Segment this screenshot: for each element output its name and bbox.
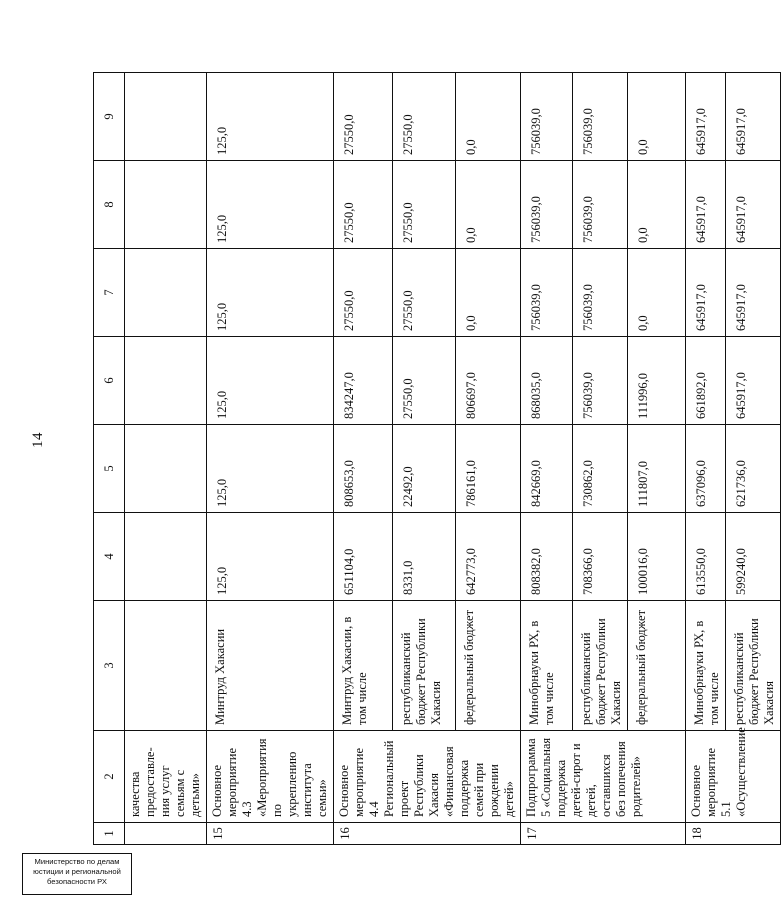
column-header: 7 [94, 249, 125, 337]
table-row [334, 73, 393, 845]
amount-cell: 621736,0 [726, 425, 781, 513]
amount-cell: 613550,0 [686, 513, 726, 601]
row-number: 15 [207, 823, 334, 845]
amount-cell: 808382,0 [521, 513, 573, 601]
table-row [125, 73, 207, 845]
funding-source: Минтруд Хакасии, в том числе [334, 601, 393, 731]
program-name: качества предоставле-ния услуг семьям с детьми» [125, 731, 207, 823]
amount-cell: 645917,0 [726, 337, 781, 425]
amount-cell: 645917,0 [726, 249, 781, 337]
budget-table [93, 72, 781, 845]
amount-cell: 756039,0 [521, 73, 573, 161]
amount-cell: 756039,0 [573, 161, 628, 249]
column-header: 4 [94, 513, 125, 601]
amount-cell: 645917,0 [726, 161, 781, 249]
stamp-line: безопасности РХ [47, 877, 107, 886]
amount-cell: 27550,0 [334, 161, 393, 249]
amount-cell: 661892,0 [686, 337, 726, 425]
table-row [686, 73, 726, 845]
amount-cell: 100016,0 [628, 513, 686, 601]
amount-cell: 22492,0 [392, 425, 455, 513]
amount-cell: 125,0 [207, 249, 334, 337]
amount-cell: 0,0 [628, 73, 686, 161]
amount-cell: 756039,0 [521, 249, 573, 337]
amount-cell [125, 513, 207, 601]
table-row [455, 73, 520, 845]
amount-cell: 125,0 [207, 425, 334, 513]
amount-cell [125, 337, 207, 425]
column-header: 5 [94, 425, 125, 513]
table-body [94, 73, 781, 845]
amount-cell: 27550,0 [392, 161, 455, 249]
amount-cell: 0,0 [455, 161, 520, 249]
funding-source: Минтруд Хакасии [207, 601, 334, 731]
amount-cell: 756039,0 [521, 161, 573, 249]
amount-cell [125, 73, 207, 161]
amount-cell: 637096,0 [686, 425, 726, 513]
column-header: 1 [94, 823, 125, 845]
amount-cell: 645917,0 [686, 73, 726, 161]
amount-cell: 125,0 [207, 73, 334, 161]
funding-source: федеральный бюджет [455, 601, 520, 731]
amount-cell: 27550,0 [392, 337, 455, 425]
amount-cell: 599240,0 [726, 513, 781, 601]
amount-cell: 645917,0 [686, 249, 726, 337]
funding-source: республиканский бюджет Республики Хакасия [726, 601, 781, 731]
table-row [573, 73, 628, 845]
amount-cell: 842669,0 [521, 425, 573, 513]
stamp-line: Министерство по делам [34, 857, 120, 866]
amount-cell: 125,0 [207, 337, 334, 425]
funding-source: Минобрнауки РХ, в том числе [521, 601, 573, 731]
funding-source [125, 601, 207, 731]
amount-cell [125, 161, 207, 249]
ministry-stamp [22, 853, 132, 895]
amount-cell: 756039,0 [573, 73, 628, 161]
amount-cell: 645917,0 [726, 73, 781, 161]
amount-cell: 27550,0 [334, 249, 393, 337]
amount-cell: 27550,0 [392, 73, 455, 161]
amount-cell [125, 249, 207, 337]
table-row [207, 73, 334, 845]
column-header: 3 [94, 601, 125, 731]
funding-source: федеральный бюджет [628, 601, 686, 731]
table-row [628, 73, 686, 845]
funding-source: республиканский бюджет Республики Хакасия [392, 601, 455, 731]
page-number: 14 [30, 432, 46, 448]
funding-source: Минобрнауки РХ, в том числе [686, 601, 726, 731]
amount-cell: 0,0 [455, 249, 520, 337]
amount-cell: 27550,0 [392, 249, 455, 337]
amount-cell: 645917,0 [686, 161, 726, 249]
program-name: Подпрограмма 5 «Социальная поддержка детей-сирот и детей, оставшихся без попечения родителей» [521, 731, 686, 823]
amount-cell: 0,0 [628, 249, 686, 337]
amount-cell: 756039,0 [573, 337, 628, 425]
amount-cell: 111996,0 [628, 337, 686, 425]
amount-cell [125, 425, 207, 513]
amount-cell: 868035,0 [521, 337, 573, 425]
row-number: 18 [686, 823, 781, 845]
table-row [392, 73, 455, 845]
amount-cell: 125,0 [207, 161, 334, 249]
amount-cell: 111807,0 [628, 425, 686, 513]
amount-cell: 786161,0 [455, 425, 520, 513]
amount-cell: 642773,0 [455, 513, 520, 601]
row-number: 17 [521, 823, 686, 845]
amount-cell: 125,0 [207, 513, 334, 601]
amount-cell: 0,0 [628, 161, 686, 249]
amount-cell: 808653,0 [334, 425, 393, 513]
amount-cell: 834247,0 [334, 337, 393, 425]
column-header: 6 [94, 337, 125, 425]
header-row [94, 73, 125, 845]
program-name: Основное мероприятие 4.4 Региональный проект Республики Хакасия «Финансовая поддержка семей при рождении детей» [334, 731, 521, 823]
amount-cell: 806697,0 [455, 337, 520, 425]
funding-source: республиканский бюджет Республики Хакасия [573, 601, 628, 731]
stamp-line: юстиции и региональной [33, 867, 121, 876]
row-number: 16 [334, 823, 521, 845]
rotated-table-wrapper [93, 73, 776, 845]
amount-cell: 756039,0 [573, 249, 628, 337]
amount-cell: 730862,0 [573, 425, 628, 513]
program-name: Основное мероприятие 4.3 «Мероприятия по укреплению института семьи» [207, 731, 334, 823]
column-header: 2 [94, 731, 125, 823]
amount-cell: 651104,0 [334, 513, 393, 601]
amount-cell: 0,0 [455, 73, 520, 161]
program-name: Основное мероприятие 5.1 «Осуществление [686, 731, 781, 823]
amount-cell: 27550,0 [334, 73, 393, 161]
row-number [125, 823, 207, 845]
column-header: 9 [94, 73, 125, 161]
table-row [521, 73, 573, 845]
amount-cell: 708366,0 [573, 513, 628, 601]
amount-cell: 8331,0 [392, 513, 455, 601]
column-header: 8 [94, 161, 125, 249]
